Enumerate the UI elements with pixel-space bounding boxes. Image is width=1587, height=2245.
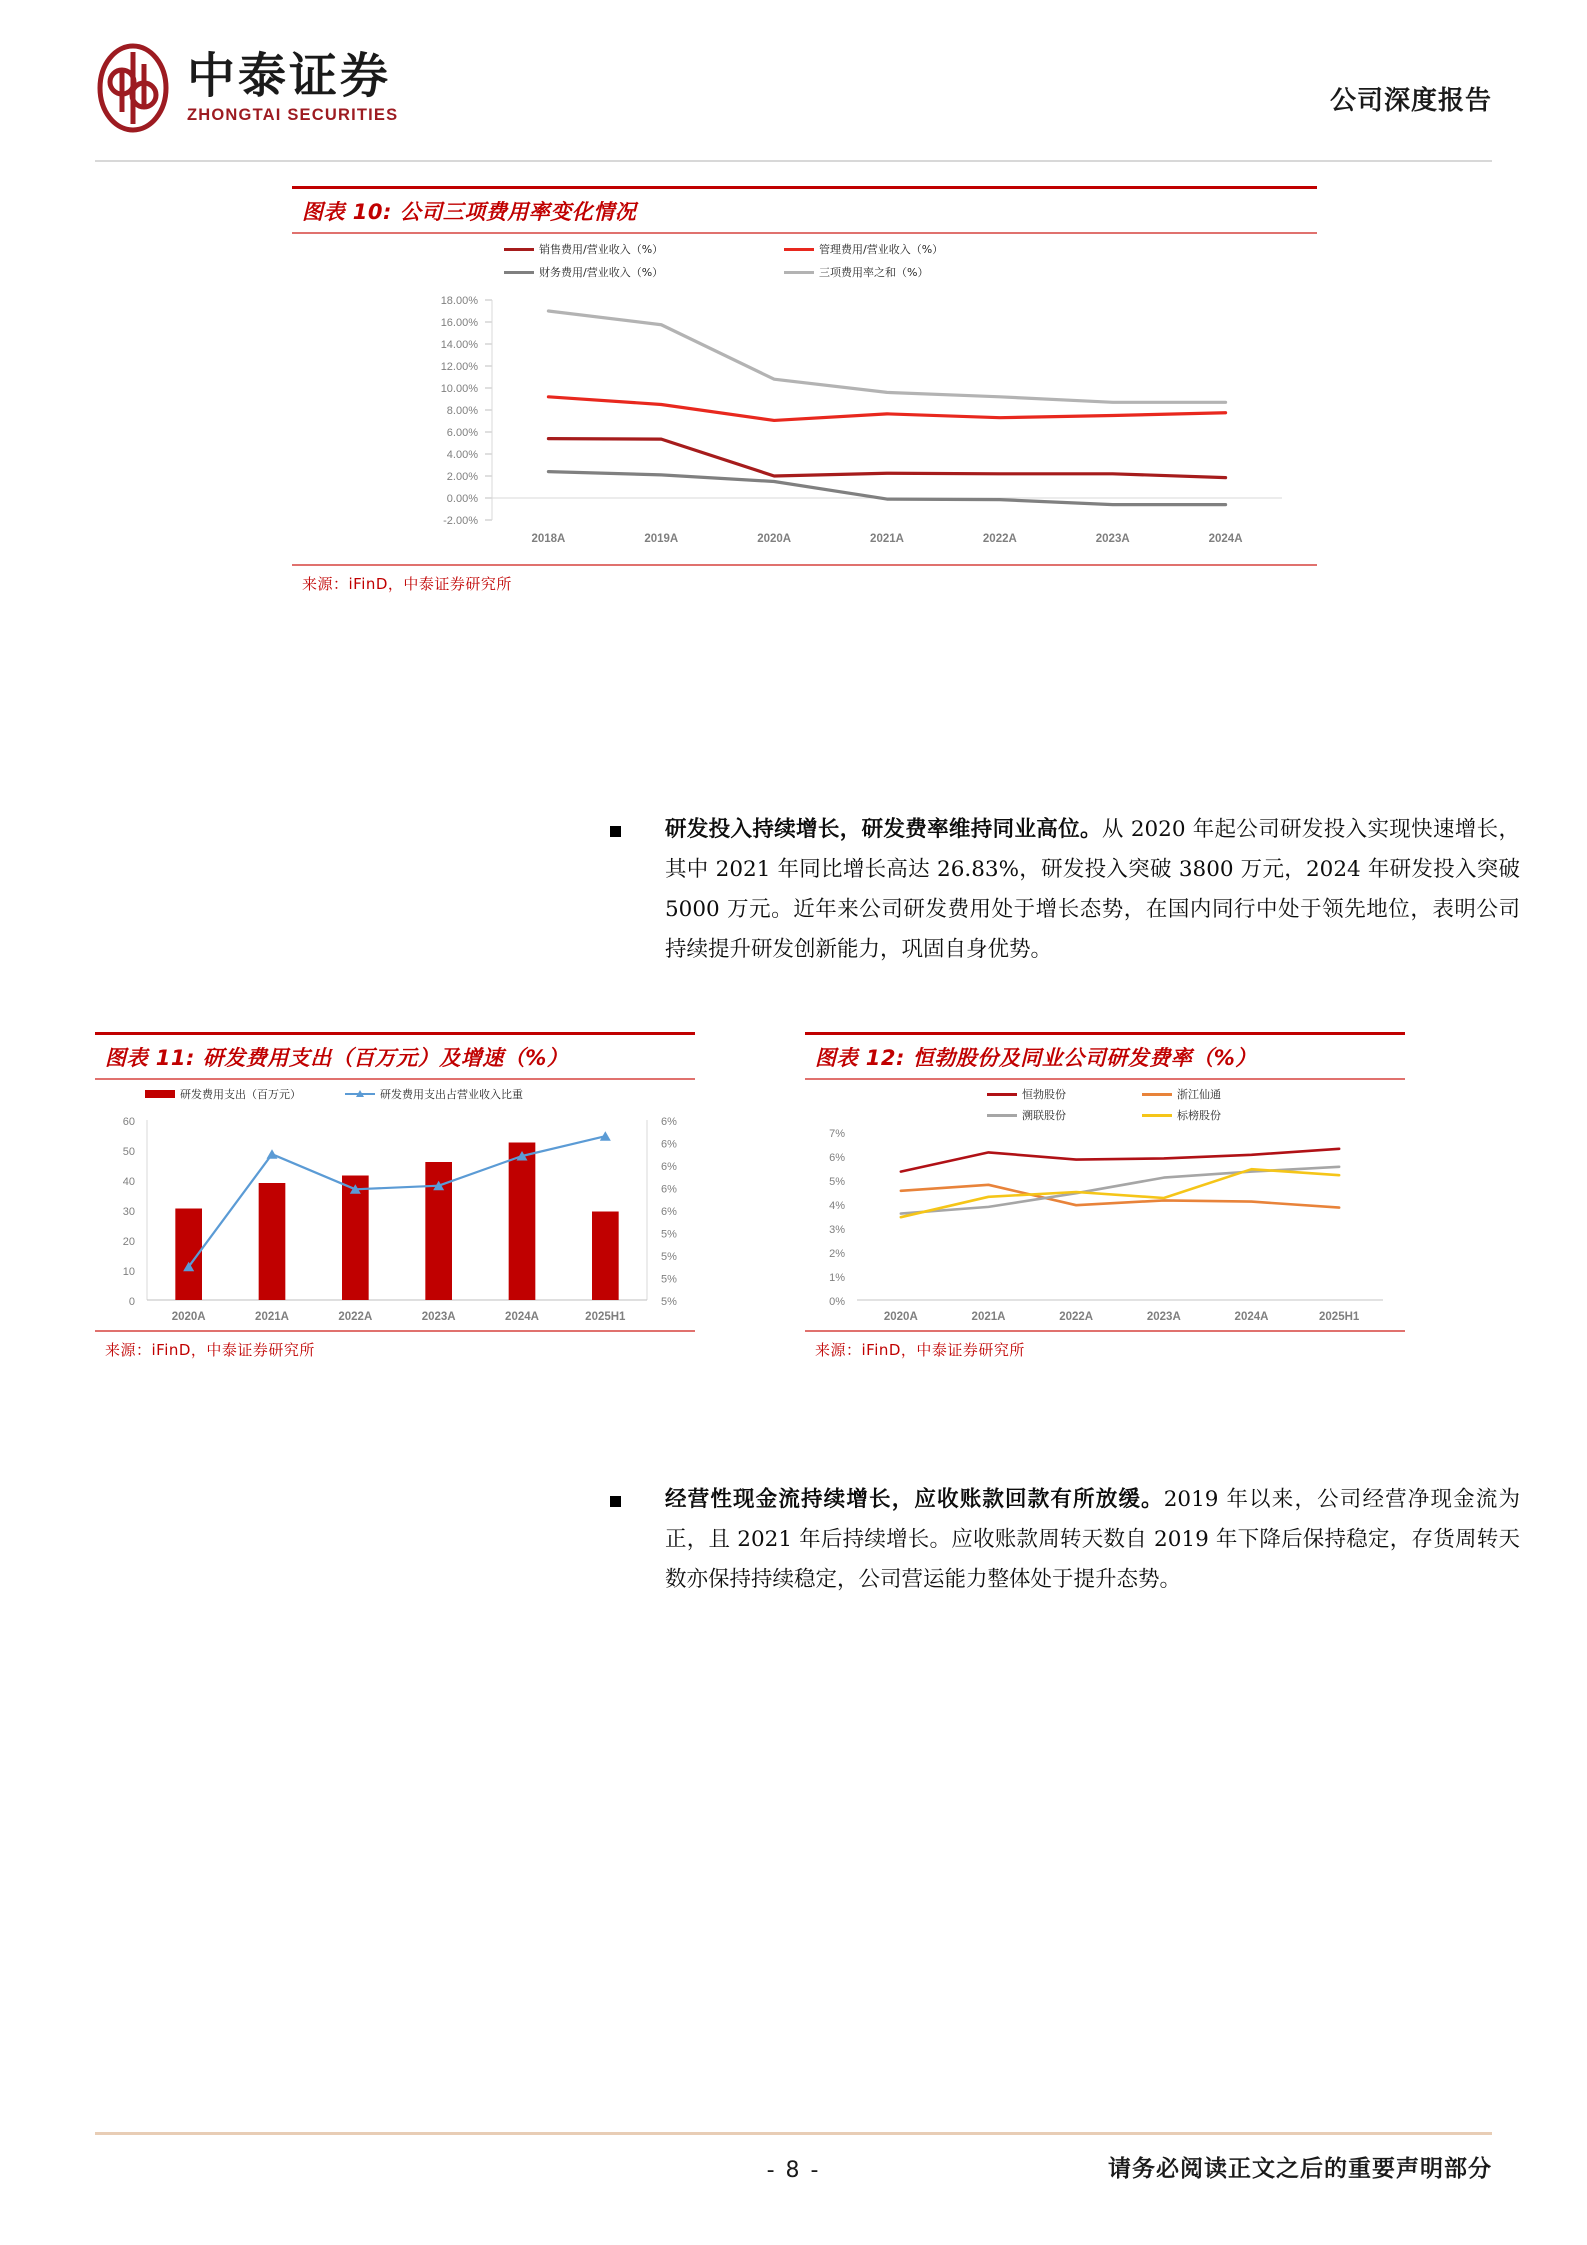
chart-10-x-tick: 2021A [870, 533, 904, 545]
chart-10-x-tick: 2019A [644, 533, 679, 545]
legend-item-admin-expense [784, 241, 1064, 257]
chart-11-y2-tick: 5% [661, 1228, 677, 1241]
chart-10-x-tick: 2023A [1095, 533, 1130, 545]
legend-swatch-icon [504, 271, 534, 274]
chart-11-bar [509, 1143, 536, 1301]
chart-11-y-tick: 10 [122, 1266, 135, 1278]
legend-label: 研发费用支出占营业收入比重 [380, 1088, 523, 1101]
chart-10-y-tick: 18.00% [440, 295, 478, 307]
legend-label: 销售费用/营业收入（%） [539, 243, 664, 256]
chart-10-y-tick: 14.00% [440, 339, 478, 351]
chart-11-y2-tick: 6% [661, 1161, 677, 1173]
chart-11-bar [592, 1212, 619, 1301]
chart-11-y2-tick: 6% [661, 1116, 677, 1128]
chart-11-y-tick: 0 [128, 1296, 135, 1308]
legend-swatch-icon [1142, 1114, 1172, 1117]
chart-11-x-tick: 2025H1 [585, 1311, 626, 1323]
chart-11-y2-tick: 6% [661, 1206, 677, 1218]
legend-item-finance-expense [504, 264, 784, 280]
legend-label: 管理费用/营业收入（%） [819, 243, 944, 256]
chart-12-x-tick: 2022A [1059, 1311, 1094, 1323]
bullet-marker-2 [610, 1496, 621, 1507]
chart-10-y-tick: 10.00% [440, 383, 478, 395]
chart-10-x-tick: 2018A [531, 533, 566, 545]
report-type-label: 公司深度报告 [1329, 86, 1492, 116]
chart-11-y-tick: 50 [122, 1146, 135, 1158]
chart-10-y-tick: 2.00% [446, 471, 478, 483]
legend-swatch-icon [987, 1093, 1017, 1096]
exhibit-12-chart-area [805, 1080, 1405, 1330]
chart-11-y-tick: 20 [122, 1236, 135, 1248]
legend-label: 三项费用率之和（%） [819, 266, 929, 279]
chart-11-x-tick: 2023A [421, 1311, 456, 1323]
exhibit-11 [95, 1032, 695, 1364]
legend-triangle-marker-icon [345, 1089, 375, 1099]
chart-12-y-tick: 0% [829, 1296, 845, 1308]
chart-11-y-tick: 40 [122, 1176, 135, 1188]
chart-10-x-tick: 2020A [757, 533, 792, 545]
legend-label: 研发费用支出（百万元） [180, 1088, 301, 1101]
legend-item-zhejiang-xiantong [1142, 1086, 1297, 1102]
chart-11-x-tick: 2022A [338, 1311, 373, 1323]
page-number: - 8 - [766, 2158, 821, 2183]
chart-10-y-tick: 12.00% [440, 361, 478, 373]
legend-swatch-icon [784, 248, 814, 251]
chart-11-legend [145, 1086, 523, 1102]
legend-item-rd-expense-bar [145, 1086, 301, 1102]
legend-swatch-icon [1142, 1093, 1172, 1096]
paragraph-rd-investment [665, 810, 1520, 970]
chart-10-series-line [548, 397, 1225, 421]
chart-12-series-line [901, 1169, 1339, 1217]
chart-11-line-marker [267, 1149, 278, 1159]
chart-10-y-tick: -2.00% [443, 515, 478, 527]
legend-item-sales-expense [504, 241, 784, 257]
header-divider [95, 160, 1492, 162]
chart-12-y-tick: 2% [829, 1248, 845, 1260]
chart-12-y-tick: 3% [829, 1224, 845, 1236]
exhibit-11-chart-area [95, 1080, 695, 1330]
legend-label: 浙江仙通 [1177, 1088, 1221, 1101]
exhibit-11-source: 来源：iFinD，中泰证券研究所 [105, 1341, 315, 1359]
legend-item-hengbo [987, 1086, 1142, 1102]
chart-12-x-tick: 2021A [971, 1311, 1006, 1323]
chart-11-y-tick: 60 [122, 1116, 135, 1128]
bullet-marker-1 [610, 826, 621, 837]
logo-english-name: ZHONGTAI SECURITIES [187, 106, 399, 125]
chart-12-y-tick: 1% [829, 1272, 845, 1284]
chart-11-plot [95, 1114, 695, 1330]
legend-swatch-icon [784, 271, 814, 274]
exhibit-11-title: 图表 11: 研发费用支出（百万元）及增速（%） [105, 1046, 569, 1070]
chart-10-y-tick: 0.00% [446, 493, 478, 505]
chart-11-x-tick: 2021A [255, 1311, 289, 1323]
paragraph-1-lead: 研发投入持续增长，研发费率维持同业高位。 [665, 817, 1102, 842]
legend-swatch-icon [504, 248, 534, 251]
legend-swatch-icon [145, 1090, 175, 1098]
exhibit-12-source: 来源：iFinD，中泰证券研究所 [815, 1341, 1025, 1359]
exhibit-10-source: 来源：iFinD，中泰证券研究所 [302, 575, 512, 593]
chart-10-legend [504, 241, 1064, 280]
chart-11-line-marker [600, 1131, 611, 1141]
chart-11-y2-tick: 6% [661, 1138, 677, 1151]
chart-12-x-tick: 2024A [1234, 1311, 1269, 1323]
chart-12-y-tick: 4% [829, 1200, 845, 1212]
legend-item-sulian [987, 1107, 1142, 1123]
chart-10-y-tick: 16.00% [440, 317, 478, 329]
footer-disclaimer: 请务必阅读正文之后的重要声明部分 [1108, 2156, 1492, 2182]
chart-10-x-tick: 2022A [982, 533, 1017, 545]
zhongtai-logo-icon [95, 42, 171, 134]
chart-12-legend [987, 1086, 1297, 1123]
legend-label: 溯联股份 [1022, 1109, 1066, 1122]
legend-item-total-expense-ratio [784, 264, 1064, 280]
chart-10-y-tick: 8.00% [446, 405, 478, 417]
chart-11-x-tick: 2024A [505, 1311, 539, 1323]
chart-10-series-line [548, 311, 1225, 402]
legend-label: 恒勃股份 [1022, 1088, 1066, 1101]
chart-12-x-tick: 2025H1 [1319, 1311, 1360, 1323]
chart-10-x-tick: 2024A [1208, 533, 1243, 545]
chart-12-y-tick: 6% [829, 1152, 845, 1164]
legend-item-rd-ratio-line [345, 1086, 523, 1102]
chart-11-bar [342, 1176, 369, 1301]
legend-label: 财务费用/营业收入（%） [539, 266, 664, 279]
chart-12-y-tick: 7% [829, 1128, 845, 1140]
exhibit-12 [805, 1032, 1405, 1364]
legend-item-biaobang [1142, 1107, 1297, 1123]
paragraph-cash-flow [665, 1480, 1520, 1600]
exhibit-10-chart-area [292, 234, 1317, 564]
chart-12-y-tick: 5% [829, 1176, 845, 1188]
chart-11-y2-tick: 6% [661, 1183, 677, 1196]
chart-12-series-line [901, 1167, 1339, 1214]
paragraph-2-body: 2019 年以来，公司经营净现金流为正，且 2021 年后持续增长。应收账款周转天数自 2019 年下降后保持稳定，存货周转天数亦保持持续稳定，公司营运能力整体处于提升态势。 [665, 1487, 1520, 1592]
logo-chinese-name: 中泰证券 [187, 48, 392, 105]
chart-11-y-tick: 30 [122, 1206, 135, 1218]
exhibit-10 [292, 186, 1317, 598]
chart-10-plot [292, 292, 1317, 562]
chart-12-plot [805, 1126, 1405, 1330]
company-logo [95, 42, 398, 134]
paragraph-2-lead: 经营性现金流持续增长，应收账款回款有所放缓。 [665, 1487, 1164, 1512]
chart-11-x-tick: 2020A [171, 1311, 206, 1323]
chart-12-series-line [901, 1149, 1339, 1172]
chart-10-y-tick: 6.00% [446, 427, 478, 439]
exhibit-12-title: 图表 12: 恒勃股份及同业公司研发费率（%） [815, 1046, 1257, 1070]
chart-10-series-line [548, 472, 1225, 505]
chart-12-x-tick: 2020A [883, 1311, 918, 1323]
chart-11-y2-tick: 5% [661, 1296, 677, 1308]
page-header [0, 0, 1587, 155]
footer-divider [95, 2132, 1492, 2135]
legend-label: 标榜股份 [1177, 1109, 1221, 1122]
exhibit-10-title: 图表 10: 公司三项费用率变化情况 [302, 200, 637, 224]
chart-11-bar [259, 1183, 286, 1300]
legend-swatch-icon [987, 1114, 1017, 1117]
chart-12-x-tick: 2023A [1146, 1311, 1181, 1323]
paragraph-1-body: 从 2020 年起公司研发投入实现快速增长，其中 2021 年同比增长高达 26.83%，研发投入突破 3800 万元，2024 年研发投入突破 5000 万元。近年来公司研发费用处于增长态势，在国内同行中处于领先地位，表明公司持续提升研发创新能力，巩固自身优势。 [665, 817, 1520, 962]
chart-10-y-tick: 4.00% [446, 449, 478, 461]
chart-10-series-line [548, 439, 1225, 478]
chart-11-line [189, 1136, 606, 1267]
chart-11-y2-tick: 5% [661, 1251, 677, 1263]
chart-11-y2-tick: 5% [661, 1273, 677, 1286]
